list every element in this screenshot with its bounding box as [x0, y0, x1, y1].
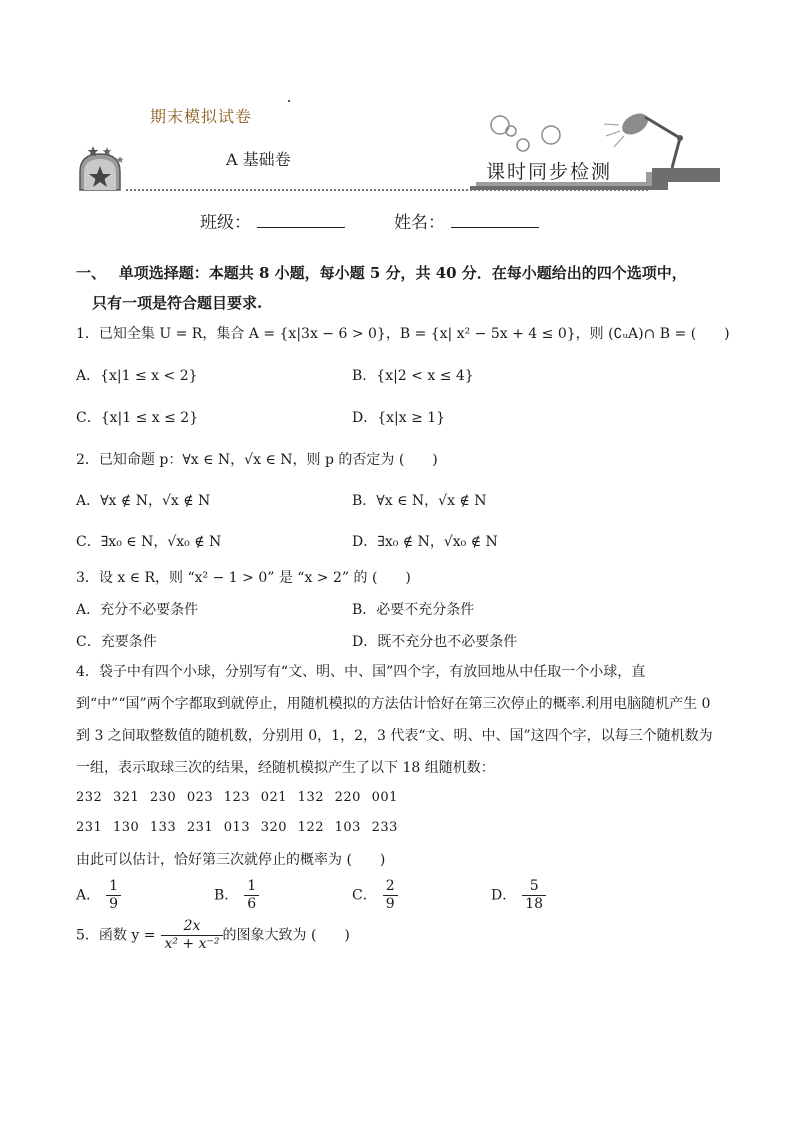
q2-option-b: B．∀x ∈ N，√x ∉ N: [352, 493, 487, 509]
name-blank: [451, 212, 539, 228]
q4-option-c-denominator: 9: [385, 896, 395, 912]
exam-subtitle: A 基础卷: [226, 150, 291, 169]
q4-option-c-label: C．: [352, 887, 377, 904]
q4-option-a-label: A．: [76, 887, 101, 904]
header-banner: [0, 0, 794, 200]
name-label: 姓名：: [394, 213, 445, 233]
q4-option-b-denominator: 6: [247, 896, 257, 912]
q4-option-d-fraction: [522, 878, 546, 913]
bubbles-icon: [491, 116, 560, 151]
class-blank: [257, 212, 345, 228]
q4-option-d: [491, 878, 546, 913]
q4-option-c-numerator: 2: [383, 878, 398, 896]
class-field: [200, 208, 345, 233]
q3-option-c: C．充要条件: [76, 634, 157, 650]
q1-stem: 1．已知全集 U = R，集合 A = {x|3x − 6 > 0}，B = {x| x² − 5x + 4 ≤ 0}，则 (∁ᵤA)∩ B = ( ): [76, 326, 730, 342]
q4-option-c-fraction: [383, 878, 398, 913]
q4-option-d-numerator: 5: [522, 878, 546, 896]
q4-option-a: [76, 878, 121, 913]
q4-option-a-numerator: 1: [106, 878, 121, 896]
q4-random-row-1: 232 321 230 023 123 021 132 220 001: [76, 790, 398, 805]
q5-prefix: 5．函数 y =: [76, 927, 156, 944]
brand-text: 课时同步检测: [486, 161, 613, 183]
section-heading: [76, 258, 726, 318]
q2-stem: 2．已知命题 p：∀x ∈ N，√x ∈ N，则 p 的否定为 ( ): [76, 452, 438, 468]
q5-suffix: 的图象大致为 ( ): [222, 927, 350, 944]
q3-option-a: A．充分不必要条件: [76, 602, 199, 618]
q4-option-d-label: D．: [491, 887, 517, 904]
class-label: 班级：: [200, 213, 251, 233]
q4-option-b-numerator: 1: [244, 878, 259, 896]
q4-random-row-2: 231 130 133 231 013 320 122 103 233: [76, 820, 398, 835]
q4-paragraph: 4．袋子中有四个小球，分别写有“文、明、中、国”四个字，有放回地从中任取一个小球，直到“中”“国”两个字都取到就停止，用随机模拟的方法估计恰好在第三次停止的概率.利用电脑随机产生 0 到 3 之间取整数值的随机数，分别用 0，1，2，3 代表“文、明、中、国”这四个字，以每三个随机数为一组，表示取球三次的结果，经随机模拟产生了以下 18 组随机数：: [76, 664, 713, 776]
q5-numerator: 2x: [161, 918, 222, 936]
q1-option-d: D．{x|x ≥ 1}: [352, 410, 446, 426]
q1-option-b: B．{x|2 < x ≤ 4}: [352, 368, 474, 384]
q3-stem: 3．设 x ∈ R，则 “x² − 1 > 0” 是 “x > 2” 的 ( ): [76, 570, 411, 586]
q4-option-b: [214, 878, 259, 913]
q1-option-c: C．{x|1 ≤ x ≤ 2}: [76, 410, 199, 426]
q4-option-a-fraction: [106, 878, 121, 913]
q5-stem: [76, 918, 350, 953]
q3-option-d: D．既不充分也不必要条件: [352, 634, 518, 650]
q2-option-d: D．∃x₀ ∉ N，√x₀ ∉ N: [352, 534, 498, 550]
q5-fraction: [161, 918, 222, 953]
q4-option-c: [352, 878, 398, 913]
section-line-1: 一、 单项选择题：本题共 8 小题，每小题 5 分，共 40 分．在每小题给出的四个选项中，: [76, 264, 687, 282]
q4-option-a-denominator: 9: [109, 896, 119, 912]
q4-question: 由此可以估计，恰好第三次就停止的概率为 ( ): [76, 852, 386, 868]
header-dot: [288, 100, 290, 102]
desk-lamp-icon: [604, 109, 683, 168]
q4-option-b-label: B．: [214, 887, 239, 904]
q2-option-c: C．∃x₀ ∈ N，√x₀ ∉ N: [76, 534, 222, 550]
q4-option-d-denominator: 18: [525, 896, 544, 912]
q4-option-b-fraction: [244, 878, 259, 913]
q5-denominator: x² + x⁻²: [164, 936, 220, 952]
star-badge-icon: [80, 146, 124, 190]
exam-title: 期末模拟试卷: [150, 107, 253, 126]
q3-option-b: B．必要不充分条件: [352, 602, 475, 618]
q1-option-a: A．{x|1 ≤ x < 2}: [76, 368, 198, 384]
q2-option-a: A．∀x ∉ N，√x ∉ N: [76, 493, 211, 509]
section-line-2: 只有一项是符合题目要求.: [92, 294, 263, 312]
name-field: [394, 208, 539, 233]
